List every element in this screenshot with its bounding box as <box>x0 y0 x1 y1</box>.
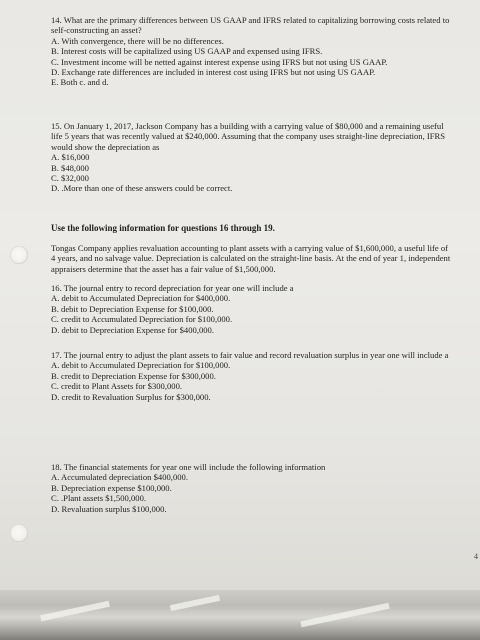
question-14-option-c: C. Investment income will be netted against interest expense using IFRS but not using US GAAP. <box>51 56 388 67</box>
question-14 <box>51 15 451 88</box>
page-number: 4 <box>474 552 478 561</box>
question-14-option-e: E. Both c. and d. <box>51 77 109 88</box>
question-15-option-d: D. .More than one of these answers could be correct. <box>51 183 233 194</box>
scenario-paragraph: Tongas Company applies revaluation accounting to plant assets with a carrying value of $1,600,000, a useful life of 4 years, and no salvage value. Depreciation is calculated on the straight-line basis. At the end of year 1, independent appraisers determine that the asset has a fair value of $1,500,000. <box>51 243 451 274</box>
question-15 <box>51 121 451 194</box>
question-18 <box>51 462 451 514</box>
punch-hole-icon <box>10 524 28 542</box>
table-surface <box>0 590 480 640</box>
question-16-option-b: B. debit to Depreciation Expense for $100,000. <box>51 303 214 314</box>
question-16 <box>51 283 451 335</box>
question-15-option-a: A. $16,000 <box>51 152 90 163</box>
question-18-option-d: D. Revaluation surplus $100,000. <box>51 503 167 514</box>
question-17-option-a: A. debit to Accumulated Depreciation for $100,000. <box>51 360 231 371</box>
question-14-option-a: A. With convergence, there will be no differences. <box>51 35 224 46</box>
question-16-option-a: A. debit to Accumulated Depreciation for $400,000. <box>51 293 231 304</box>
question-14-option-d: D. Exchange rate differences are included in interest cost using IFRS but not using US GAAP. <box>51 67 376 78</box>
question-18-option-b: B. Depreciation expense $100,000. <box>51 482 172 493</box>
question-16-text: 16. The journal entry to record depreciation for year one will include a <box>51 283 294 293</box>
question-15-option-c: C. $32,000 <box>51 173 89 184</box>
question-16-option-c: C. credit to Accumulated Depreciation for $100,000. <box>51 314 233 325</box>
question-18-option-a: A. Accumulated depreciation $400,000. <box>51 472 188 483</box>
question-17-option-d: D. credit to Revaluation Surplus for $300,000. <box>51 391 211 402</box>
question-17-option-c: C. credit to Plant Assets for $300,000. <box>51 381 183 392</box>
question-18-option-c: C. .Plant assets $1,500,000. <box>51 493 147 504</box>
question-16-option-d: D. debit to Depreciation Expense for $400,000. <box>51 324 215 335</box>
question-17 <box>51 350 451 402</box>
question-15-option-b: B. $48,000 <box>51 162 89 173</box>
info-heading: Use the following information for questions 16 through 19. <box>51 223 275 233</box>
question-17-option-b: B. credit to Depreciation Expense for $300,000. <box>51 370 216 381</box>
question-17-text: 17. The journal entry to adjust the plant assets to fair value and record revaluation surplus in year one will include a <box>51 350 449 360</box>
question-14-text: 14. What are the primary differences between US GAAP and IFRS related to capitalizing borrowing costs related to self-constructing an asset? <box>51 15 450 36</box>
question-18-text: 18. The financial statements for year one will include the following information <box>51 462 326 472</box>
punch-hole-icon <box>10 246 28 264</box>
question-15-text: 15. On January 1, 2017, Jackson Company has a building with a carrying value of $80,000 and a remaining useful life 5 years that was recently valued at $240,000. Assuming that the company uses straight-line depreciation, IFRS would show the depreciation as <box>51 121 446 152</box>
question-14-option-b: B. Interest costs will be capitalized using US GAAP and expensed using IFRS. <box>51 46 323 57</box>
